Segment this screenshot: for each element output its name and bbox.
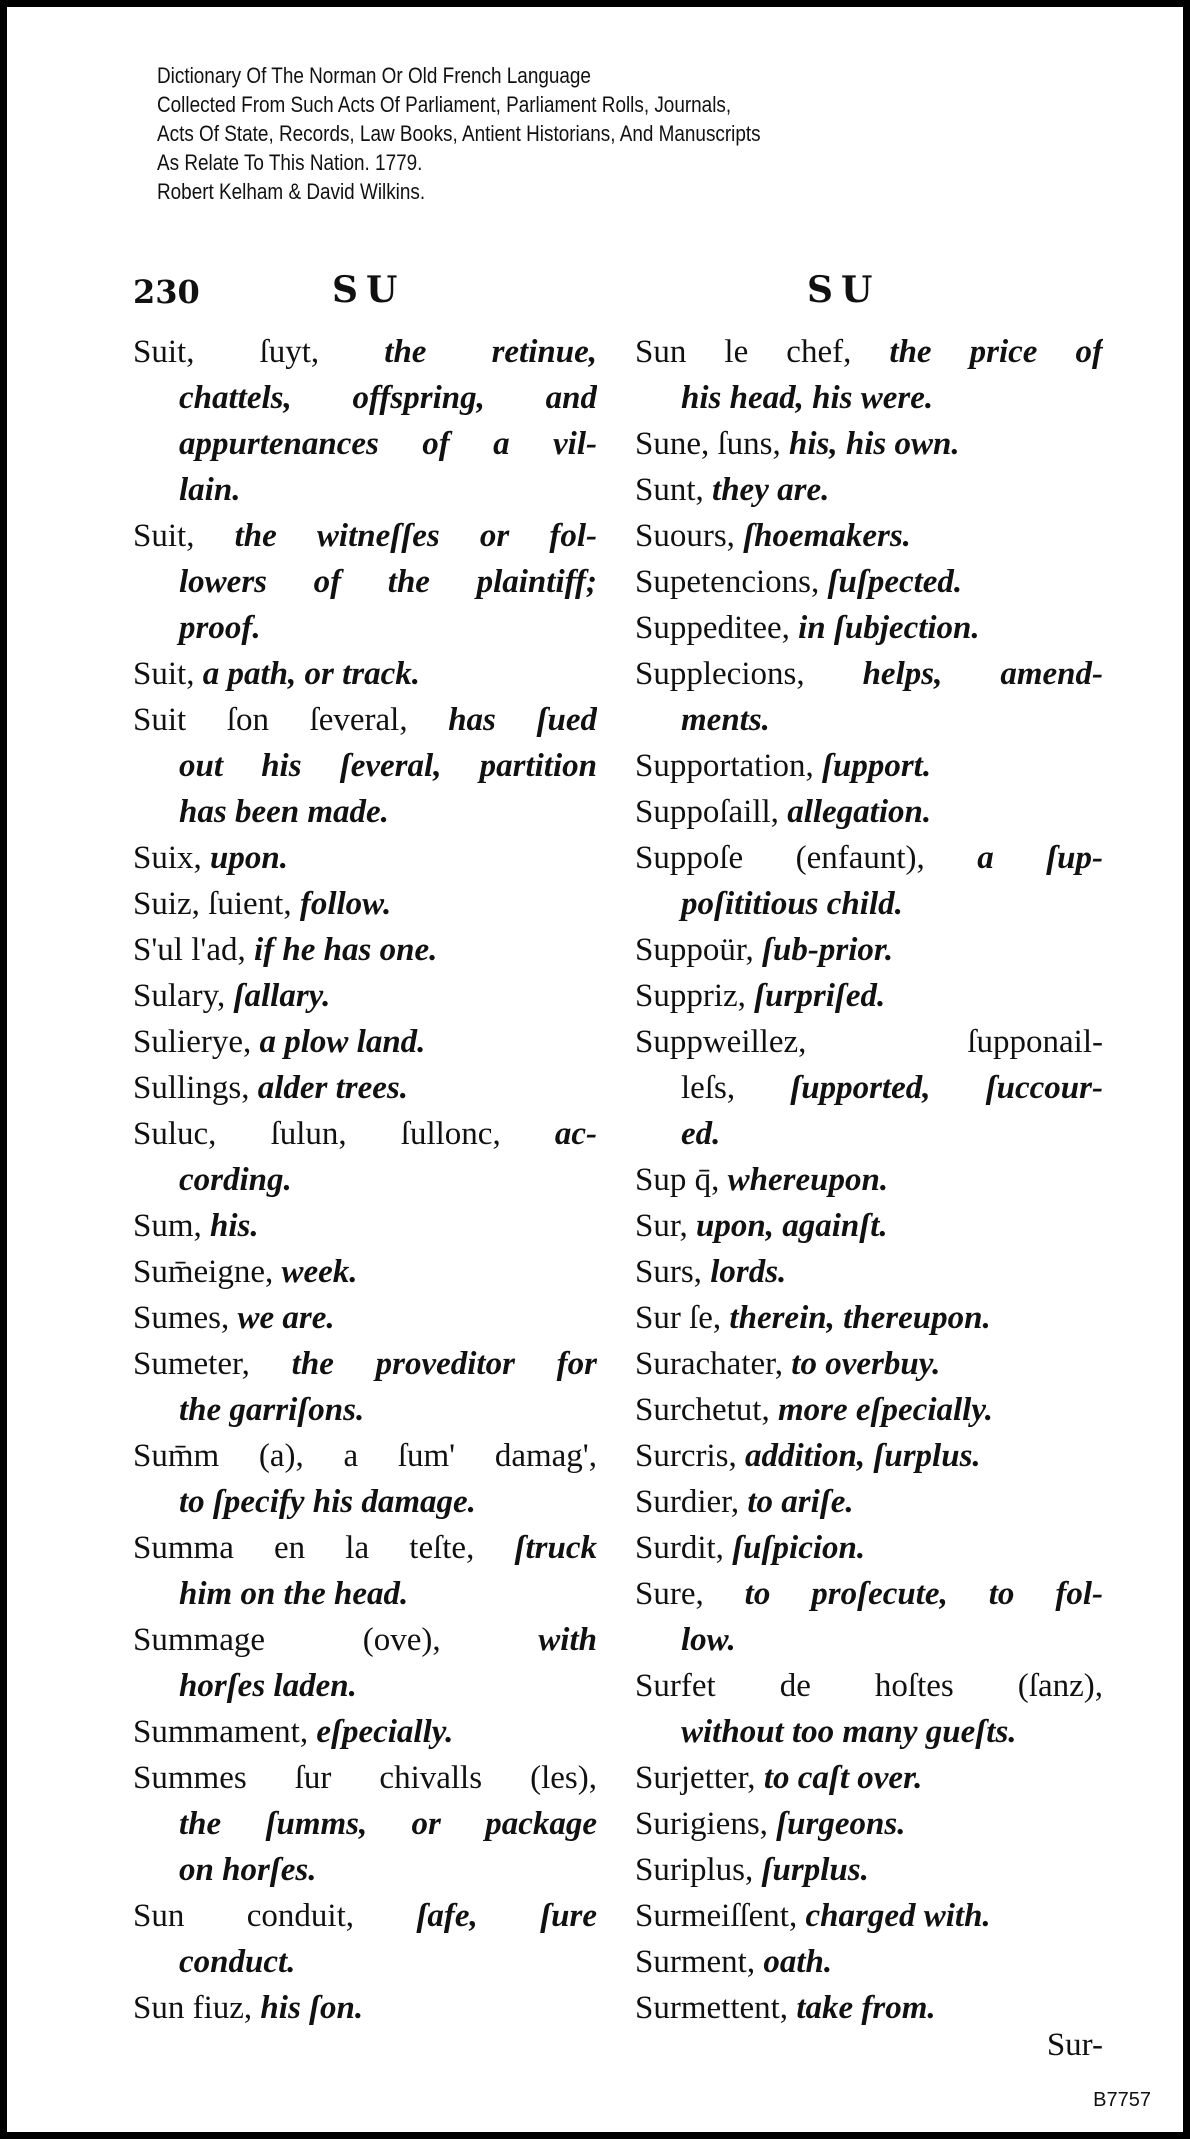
definition-text: his.	[210, 1208, 259, 1244]
dictionary-entry	[635, 1939, 1103, 1985]
entry-line	[133, 1203, 597, 1249]
headword-text: Surmettent,	[635, 1990, 797, 2026]
headword-text: Sum̄m (a), a ſum' damag',	[133, 1438, 597, 1474]
headword-text: Suit,	[133, 656, 203, 692]
definition-text: lowers of the plaintiff;	[179, 564, 597, 600]
definition-text: on horſes.	[179, 1852, 317, 1888]
header-line: Robert Kelham & David Wilkins.	[157, 179, 426, 204]
headword-text: Supplecions,	[635, 656, 863, 692]
entry-line	[635, 1157, 1103, 1203]
headword-text: Sulary,	[133, 978, 234, 1014]
headword-text: Suit,	[133, 518, 235, 554]
entry-line	[635, 1663, 1103, 1709]
entry-line	[635, 467, 1103, 513]
entry-line	[635, 1801, 1103, 1847]
definition-text: we are.	[237, 1300, 335, 1336]
dictionary-entry	[635, 1157, 1103, 1203]
entry-line	[635, 1571, 1103, 1617]
entry-line	[133, 881, 597, 927]
definition-text: appurtenances of a vil-	[179, 426, 597, 462]
entry-line	[133, 1571, 597, 1617]
entry-line	[635, 1939, 1103, 1985]
headword-text: Summa en la teſte,	[133, 1530, 515, 1566]
entry-line	[635, 973, 1103, 1019]
headword-text: Suppoür,	[635, 932, 763, 968]
definition-text: to ſpecify his damage.	[179, 1484, 476, 1520]
entry-line	[133, 1111, 597, 1157]
entry-line	[635, 1847, 1103, 1893]
entry-line	[635, 881, 1103, 927]
headword-text: Sullings,	[133, 1070, 258, 1106]
entry-line	[635, 1111, 1103, 1157]
definition-text: to ariſe.	[747, 1484, 854, 1520]
definition-text: more eſpecially.	[777, 1392, 993, 1428]
dictionary-entry	[635, 1663, 1103, 1755]
entry-line	[635, 1065, 1103, 1111]
definition-text: ac-	[554, 1116, 597, 1152]
headword-text: S'ul l'ad,	[133, 932, 254, 968]
dictionary-entry	[133, 1433, 597, 1525]
dictionary-entry	[133, 1985, 597, 2031]
definition-text: his head, his were.	[681, 380, 934, 416]
entry-line	[133, 835, 597, 881]
dictionary-entry	[133, 927, 597, 973]
definition-text: him on the head.	[179, 1576, 409, 1612]
headword-text: Surment,	[635, 1944, 764, 1980]
dictionary-entry	[635, 743, 1103, 789]
definition-text: lords.	[710, 1254, 787, 1290]
dictionary-entry	[635, 1249, 1103, 1295]
entry-line	[133, 467, 597, 513]
entry-line	[635, 1295, 1103, 1341]
definition-text: poſititious child.	[681, 886, 903, 922]
header-line: Dictionary Of The Norman Or Old French Language	[157, 63, 591, 88]
entry-line	[133, 1709, 597, 1755]
header-line: Collected From Such Acts Of Parliament, Parliament Rolls, Journals,	[157, 92, 732, 117]
headword-text: Sunt,	[635, 472, 713, 508]
headword-text: Surchetut,	[635, 1392, 778, 1428]
headword-text: Suours,	[635, 518, 744, 554]
definition-text: ſub-prior.	[762, 932, 894, 968]
entry-line	[133, 1157, 597, 1203]
entry-line	[635, 1203, 1103, 1249]
dictionary-entry	[133, 1019, 597, 1065]
definition-text: upon.	[210, 840, 288, 876]
definition-text: proof.	[179, 610, 261, 646]
entry-line	[635, 559, 1103, 605]
entry-line	[635, 1893, 1103, 1939]
definition-text: follow.	[299, 886, 392, 922]
entry-line	[133, 1893, 597, 1939]
entry-line	[133, 1479, 597, 1525]
dictionary-entry	[133, 697, 597, 835]
entry-line	[133, 1341, 597, 1387]
definition-text: chattels, offspring, and	[179, 380, 597, 416]
dictionary-entry	[635, 1801, 1103, 1847]
entry-line	[635, 421, 1103, 467]
headword-text: Sun le chef,	[635, 334, 890, 370]
dictionary-entry	[635, 605, 1103, 651]
dictionary-entry	[635, 513, 1103, 559]
headword-text: Suppriz,	[635, 978, 755, 1014]
definition-text: low.	[681, 1622, 736, 1658]
definition-text: addition, ſurplus.	[745, 1438, 981, 1474]
headword-text: Sur ſe,	[635, 1300, 730, 1336]
definition-text: they are.	[712, 472, 830, 508]
definition-text: whereupon.	[727, 1162, 889, 1198]
definition-text: a path, or track.	[202, 656, 420, 692]
dictionary-entry	[133, 651, 597, 697]
entry-line	[635, 1709, 1103, 1755]
definition-text: ſuſpicion.	[732, 1530, 866, 1566]
headword-text: Sur,	[635, 1208, 697, 1244]
entry-line	[133, 927, 597, 973]
entry-line	[635, 1755, 1103, 1801]
dictionary-entry	[635, 927, 1103, 973]
headword-text: Supportation,	[635, 748, 822, 784]
definition-text: horſes laden.	[179, 1668, 357, 1704]
definition-text: to caſt over.	[763, 1760, 923, 1796]
definition-text: therein, thereupon.	[729, 1300, 991, 1336]
definition-text: ſallary.	[233, 978, 331, 1014]
definition-text: upon, againſt.	[696, 1208, 888, 1244]
entry-line	[133, 1065, 597, 1111]
book-info-header	[157, 61, 761, 206]
entry-line	[133, 1387, 597, 1433]
dictionary-entry	[635, 651, 1103, 743]
entry-line	[133, 1755, 597, 1801]
headword-text: Sure,	[635, 1576, 745, 1612]
entry-line	[133, 651, 597, 697]
dictionary-entry	[133, 513, 597, 651]
entry-line	[133, 743, 597, 789]
definition-text: ſuſpected.	[827, 564, 963, 600]
dictionary-entry	[133, 881, 597, 927]
headword-text: Supetencions,	[635, 564, 828, 600]
entry-line	[133, 1663, 597, 1709]
definition-text: charged with.	[805, 1898, 991, 1934]
definition-text: the witneſſes or fol-	[234, 518, 597, 554]
definition-text: take from.	[796, 1990, 936, 2026]
dictionary-entry	[133, 1295, 597, 1341]
dictionary-entry	[635, 1571, 1103, 1663]
entry-line	[133, 421, 597, 467]
dictionary-entry	[133, 1709, 597, 1755]
entry-line	[133, 1801, 597, 1847]
entry-line	[635, 1479, 1103, 1525]
dictionary-entry	[133, 329, 597, 513]
header-line: As Relate To This Nation. 1779.	[157, 150, 423, 175]
entry-line	[133, 1019, 597, 1065]
entry-line	[133, 789, 597, 835]
definition-text: week.	[281, 1254, 358, 1290]
definition-text: the ſumms, or package	[179, 1806, 597, 1842]
entry-line	[635, 1019, 1103, 1065]
catchword: Sur-	[1046, 2027, 1103, 2063]
headword-text: Surfet de hoſtes (ſanz),	[635, 1668, 1103, 1704]
headword-text: Suiz, ſuient,	[133, 886, 300, 922]
entry-line	[133, 1985, 597, 2031]
headword-text: Suppoſe (enfaunt),	[635, 840, 978, 876]
headword-text: Suppoſaill,	[635, 794, 788, 830]
dictionary-entry	[133, 1249, 597, 1295]
dictionary-entry	[635, 421, 1103, 467]
entry-line	[133, 513, 597, 559]
headword-text: Sumes,	[133, 1300, 238, 1336]
definition-text: ſurgeons.	[776, 1806, 906, 1842]
definition-text: in ſubjection.	[798, 610, 980, 646]
entry-line	[635, 835, 1103, 881]
definition-text: ſurpriſed.	[754, 978, 886, 1014]
dictionary-page	[7, 7, 1183, 2132]
entry-line	[133, 375, 597, 421]
headword-text: Surmeiſſent,	[635, 1898, 806, 1934]
dictionary-entry	[133, 973, 597, 1019]
header-line: Acts Of State, Records, Law Books, Antient Historians, And Manuscripts	[157, 121, 761, 146]
entry-line	[133, 329, 597, 375]
definition-text: lain.	[179, 472, 241, 508]
headword-text: Suit ſon ſeveral,	[133, 702, 449, 738]
headword-text: Surs,	[635, 1254, 711, 1290]
entry-line	[635, 697, 1103, 743]
entry-line	[133, 1617, 597, 1663]
headword-text: Sun conduit,	[133, 1898, 417, 1934]
definition-text: with	[538, 1622, 597, 1658]
dictionary-entry	[133, 1525, 597, 1617]
dictionary-entry	[635, 1985, 1103, 2031]
dictionary-entry	[635, 973, 1103, 1019]
headword-text: Summage (ove),	[133, 1622, 539, 1658]
headword-text: Suluc, ſulun, ſullonc,	[133, 1116, 555, 1152]
definition-text: ſupport.	[822, 748, 932, 784]
definition-text: ſafe, ſure	[416, 1898, 597, 1934]
entry-line	[133, 1525, 597, 1571]
dictionary-entry	[635, 559, 1103, 605]
definition-text: ſurplus.	[761, 1852, 869, 1888]
definition-text: without too many gueſts.	[681, 1714, 1017, 1750]
entry-line	[635, 1249, 1103, 1295]
entry-line	[635, 513, 1103, 559]
dictionary-entry	[635, 1341, 1103, 1387]
entry-line	[635, 605, 1103, 651]
entry-line	[635, 651, 1103, 697]
dictionary-entry	[635, 329, 1103, 421]
definition-text: conduct.	[179, 1944, 296, 1980]
entry-line	[133, 559, 597, 605]
entry-line	[635, 927, 1103, 973]
definition-text: the garriſons.	[179, 1392, 365, 1428]
dictionary-entry	[635, 835, 1103, 927]
definition-text: the proveditor for	[291, 1346, 597, 1382]
image-code: B7757	[1093, 2089, 1151, 2111]
entry-line	[635, 375, 1103, 421]
headword-text: Suix,	[133, 840, 211, 876]
entry-line	[133, 1295, 597, 1341]
definition-text: the price of	[889, 334, 1103, 370]
entry-line	[133, 1847, 597, 1893]
right-column	[635, 329, 1103, 2031]
dictionary-entry	[635, 1893, 1103, 1939]
headword-text: Suit, ſuyt,	[133, 334, 385, 370]
headword-text: Sum,	[133, 1208, 211, 1244]
definition-text: out his ſeveral, partition	[179, 748, 597, 784]
definition-text: to proſecute, to fol-	[744, 1576, 1103, 1612]
headword-text: Suppweillez, ſupponail-	[635, 1024, 1103, 1060]
running-head-right: SU	[807, 269, 881, 311]
page-number: 230	[133, 273, 200, 311]
definition-text: his ſon.	[260, 1990, 364, 2026]
left-column	[133, 329, 597, 2031]
definition-text: his, his own.	[789, 426, 960, 462]
dictionary-entry	[635, 789, 1103, 835]
dictionary-entry	[133, 1111, 597, 1203]
running-head-left: SU	[332, 269, 406, 311]
definition-text: ments.	[681, 702, 770, 738]
entry-line	[635, 1341, 1103, 1387]
entry-line	[635, 1433, 1103, 1479]
definition-text: to overbuy.	[791, 1346, 941, 1382]
dictionary-entry	[635, 467, 1103, 513]
entry-line	[133, 605, 597, 651]
dictionary-entry	[133, 835, 597, 881]
entry-line	[635, 1387, 1103, 1433]
headword-text: Sulierye,	[133, 1024, 260, 1060]
dictionary-entry	[635, 1295, 1103, 1341]
headword-text: Surdit,	[635, 1530, 733, 1566]
entry-line	[133, 1939, 597, 1985]
dictionary-entry	[133, 1893, 597, 1985]
headword-text: leſs,	[681, 1070, 791, 1106]
entry-line	[133, 1433, 597, 1479]
dictionary-entry	[635, 1525, 1103, 1571]
definition-text: a plow land.	[259, 1024, 426, 1060]
dictionary-entry	[635, 1019, 1103, 1157]
dictionary-entry	[133, 1341, 597, 1433]
definition-text: ſtruck	[514, 1530, 597, 1566]
definition-text: a ſup-	[977, 840, 1103, 876]
headword-text: Suriplus,	[635, 1852, 762, 1888]
dictionary-entry	[635, 1387, 1103, 1433]
headword-text: Surjetter,	[635, 1760, 764, 1796]
headword-text: Surigiens,	[635, 1806, 777, 1842]
entry-line	[635, 1985, 1103, 2031]
definition-text: cording.	[179, 1162, 292, 1198]
dictionary-entry	[635, 1203, 1103, 1249]
definition-text: has ſued	[448, 702, 597, 738]
definition-text: eſpecially.	[316, 1714, 454, 1750]
entry-line	[635, 329, 1103, 375]
headword-text: Sup q̄,	[635, 1162, 728, 1198]
entry-line	[635, 1617, 1103, 1663]
definition-text: ſhoemakers.	[743, 518, 911, 554]
definition-text: oath.	[763, 1944, 833, 1980]
dictionary-entry	[635, 1847, 1103, 1893]
headword-text: Surcris,	[635, 1438, 745, 1474]
headword-text: Sun fiuz,	[133, 1990, 261, 2026]
entry-line	[635, 743, 1103, 789]
entry-line	[133, 1249, 597, 1295]
headword-text: Surdier,	[635, 1484, 748, 1520]
dictionary-entry	[133, 1203, 597, 1249]
entry-line	[133, 973, 597, 1019]
definition-text: alder trees.	[257, 1070, 409, 1106]
dictionary-entry	[133, 1617, 597, 1709]
dictionary-entry	[635, 1755, 1103, 1801]
headword-text: Sune, ſuns,	[635, 426, 790, 462]
headword-text: Surachater,	[635, 1346, 792, 1382]
definition-text: ſupported, ſuccour-	[790, 1070, 1103, 1106]
headword-text: Summament,	[133, 1714, 317, 1750]
dictionary-entry	[635, 1433, 1103, 1479]
headword-text: Suppeditee,	[635, 610, 799, 646]
headword-text: Summes ſur chivalls (les),	[133, 1760, 597, 1796]
headword-text: Sum̄eigne,	[133, 1254, 282, 1290]
definition-text: helps, amend-	[862, 656, 1103, 692]
definition-text: allegation.	[787, 794, 932, 830]
definition-text: ed.	[681, 1116, 721, 1152]
entry-line	[635, 1525, 1103, 1571]
definition-text: the retinue,	[384, 334, 597, 370]
headword-text: Sumeter,	[133, 1346, 292, 1382]
definition-text: if he has one.	[253, 932, 438, 968]
dictionary-entry	[133, 1065, 597, 1111]
definition-text: has been made.	[179, 794, 389, 830]
entry-line	[133, 697, 597, 743]
entry-line	[635, 789, 1103, 835]
dictionary-entry	[133, 1755, 597, 1893]
dictionary-entry	[635, 1479, 1103, 1525]
